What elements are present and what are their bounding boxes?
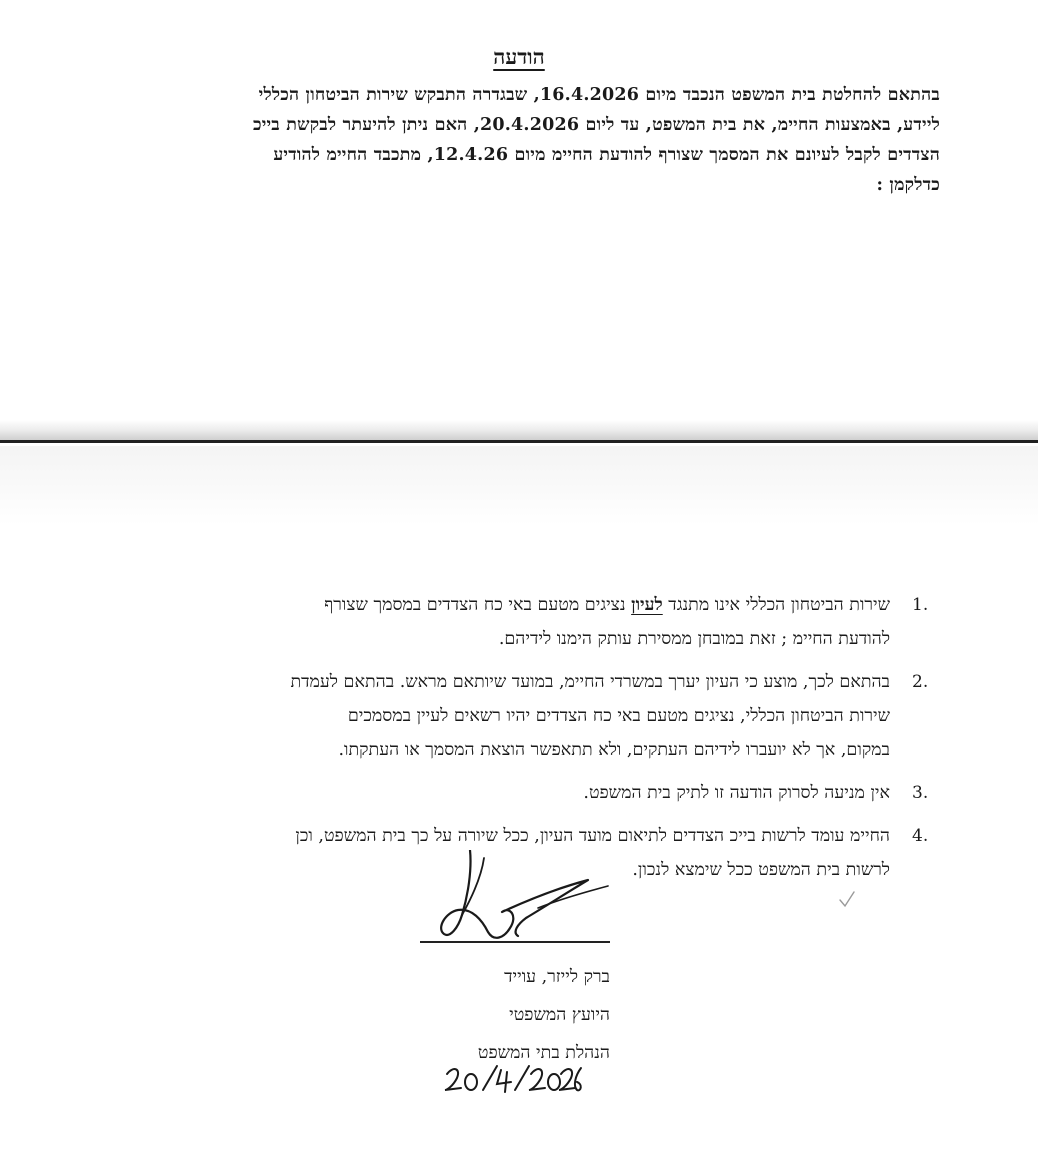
list-item-line: החיימ עומד לרשות בייכ הצדדים לתיאום מועד העיון, ככל שיורה על כך בית המשפט, וכן xyxy=(295,826,890,846)
intro-paragraph xyxy=(100,80,940,200)
list-item-line: שירות הביטחון הכללי, נציגים מטעם באי כח הצדדים יהיו רשאים לעיין במסמכים xyxy=(347,706,890,726)
list-item-line: במקום, אך לא יועברו לידיהם העתקים, ולא תתאפשר הוצאת המסמך או העתקתו. xyxy=(338,740,890,760)
intro-line: כדלקמן : xyxy=(876,175,940,195)
list-item-number: 3. xyxy=(912,783,929,803)
list-item-line: אין מניעה לסרוק הודעה זו לתיק בית המשפט. xyxy=(583,783,890,803)
list-item-line: בהתאם לכך, מוצע כי העיון יערך במשרדי החיימ, במועד שיותאם מראש. בהתאם לעמדת xyxy=(290,672,890,692)
signatory-organization: הנהלת בתי המשפט xyxy=(477,1043,610,1063)
list-item xyxy=(145,588,929,656)
document-page-top xyxy=(0,0,1038,438)
signatory-role: היועץ המשפטי xyxy=(509,1005,610,1025)
intro-line: הצדדים לקבל לעיונם את המסמך שצורף להודעת החיימ מיום 12.4.26, מתכבד החיימ להודיע xyxy=(273,145,940,165)
handwritten-signature xyxy=(418,850,614,950)
signatory-name: ברק לייזר, עוייד xyxy=(504,967,610,987)
page-gap xyxy=(0,420,1038,440)
list-item-line: שירות הביטחון הכללי אינו מתנגד לעיון נציגים מטעם באי כח הצדדים במסמך שצורף xyxy=(324,595,890,615)
list-item-line: להודעת החיימ ; זאת במובחן ממסירת עותק הימנו לידיהם. xyxy=(498,629,890,649)
list-item-line: לרשות בית המשפט ככל שימצא לנכון. xyxy=(632,860,890,880)
list-item-number: 1. xyxy=(912,595,929,615)
list-item xyxy=(145,665,929,767)
intro-line: ליידע, באמצעות החיימ, את בית המשפט, עד ליום 20.4.2026, האם ניתן להיעתר לבקשת בייכ xyxy=(252,115,940,135)
document-title: הודעה xyxy=(493,44,545,69)
signature-line xyxy=(420,941,610,943)
page-divider xyxy=(0,440,1038,443)
check-mark-icon xyxy=(836,888,858,910)
emphasized-word: לעיון xyxy=(631,595,663,615)
intro-line: בהתאם להחלטת בית המשפט הנכבד מיום 16.4.2026, שבגדרה התבקש שירות הביטחון הכללי xyxy=(258,85,940,105)
list-item xyxy=(145,776,929,810)
signature-block xyxy=(350,958,610,1072)
handwritten-date xyxy=(443,1060,583,1096)
list-item-number: 2. xyxy=(912,672,929,692)
list-item-number: 4. xyxy=(912,826,929,846)
